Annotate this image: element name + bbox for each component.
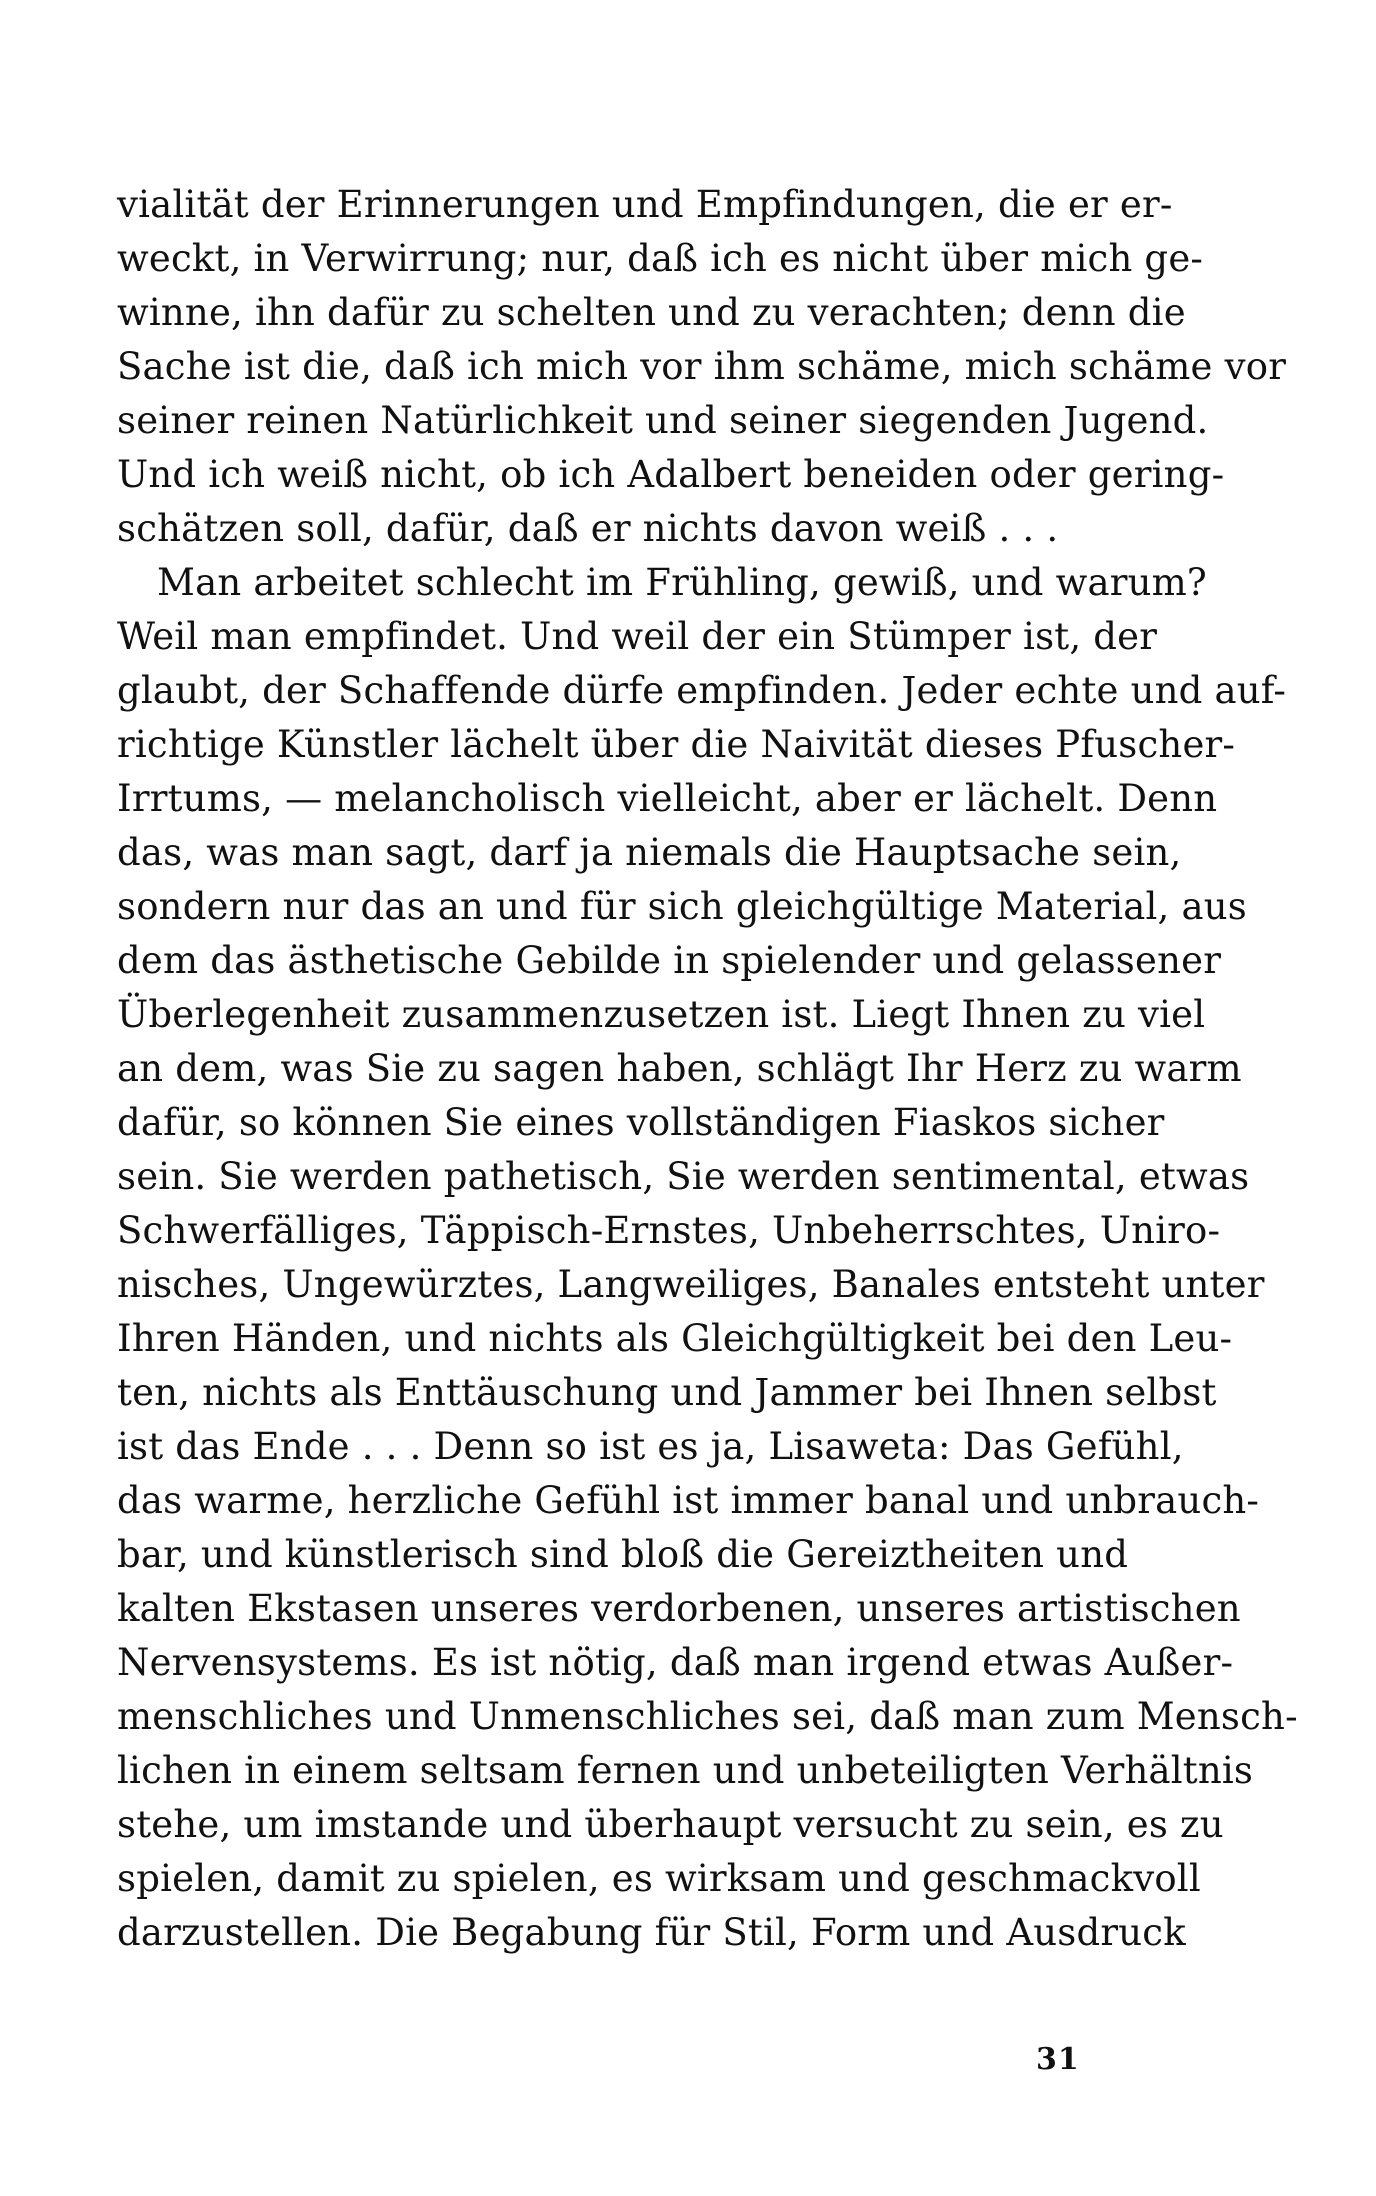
text-line: stehe, um imstande und überhaupt versucht zu sein, es zu [117,1803,1224,1846]
text-line: richtige Künstler lächelt über die Naivität dieses Pfuscher- [117,723,1236,766]
text-line: seiner reinen Natürlichkeit und seiner siegenden Jugend. [117,399,1209,442]
text-line: Sache ist die, daß ich mich vor ihm schäme, mich schäme vor [117,345,1287,388]
text-line: glaubt, der Schaffende dürfe empfinden. Jeder echte und auf- [117,669,1287,712]
text-line: schätzen soll, dafür, daß er nichts davon weiß . . . [117,507,1059,550]
text-line: das warme, herzliche Gefühl ist immer banal und unbrauch- [117,1479,1260,1522]
text-line: lichen in einem seltsam fernen und unbeteiligten Verhältnis [117,1749,1254,1792]
text-line: ten, nichts als Enttäuschung und Jammer bei Ihnen selbst [117,1371,1217,1414]
text-line: an dem, was Sie zu sagen haben, schlägt Ihr Herz zu warm [117,1047,1242,1090]
text-line: bar, und künstlerisch sind bloß die Gereiztheiten und [117,1533,1129,1576]
text-line: sein. Sie werden pathetisch, Sie werden sentimental, etwas [117,1155,1250,1198]
text-line: darzustellen. Die Begabung für Stil, Form und Ausdruck [117,1911,1186,1954]
text-line: weckt, in Verwirrung; nur, daß ich es nicht über mich ge- [117,237,1204,280]
body-text [117,178,1298,1960]
text-line: das, was man sagt, darf ja niemals die Hauptsache sein, [117,831,1182,874]
text-line: nisches, Ungewürztes, Langweiliges, Banales entsteht unter [117,1263,1265,1306]
text-line: spielen, damit zu spielen, es wirksam und geschmackvoll [117,1857,1201,1900]
text-line: Nervensystems. Es ist nötig, daß man irgend etwas Außer- [117,1641,1234,1684]
text-line: dem das ästhetische Gebilde in spielender und gelassener [117,939,1222,982]
text-line: Schwerfälliges, Täppisch-Ernstes, Unbeherrschtes, Uniro- [117,1209,1221,1252]
text-line: Ihren Händen, und nichts als Gleichgültigkeit bei den Leu- [117,1317,1233,1360]
text-line: Weil man empfindet. Und weil der ein Stümper ist, der [117,615,1158,658]
text-line: sondern nur das an und für sich gleichgültige Material, aus [117,885,1247,928]
text-line: Irrtums, — melancholisch vielleicht, aber er lächelt. Denn [117,777,1218,820]
text-line: kalten Ekstasen unseres verdorbenen, unseres artistischen [117,1587,1241,1630]
text-line: winne, ihn dafür zu schelten und zu verachten; denn die [117,291,1186,334]
text-line: Überlegenheit zusammenzusetzen ist. Liegt Ihnen zu viel [117,993,1206,1036]
text-line: Und ich weiß nicht, ob ich Adalbert beneiden oder gering- [117,453,1225,496]
page-number: 31 [1036,2042,1080,2077]
text-line: dafür, so können Sie eines vollständigen Fiaskos sicher [117,1101,1165,1144]
text-line: vialität der Erinnerungen und Empfindungen, die er er- [117,183,1173,226]
text-line: menschliches und Unmenschliches sei, daß man zum Mensch- [117,1695,1298,1738]
text-line: ist das Ende . . . Denn so ist es ja, Lisaweta: Das Gefühl, [117,1425,1184,1468]
text-line: Man arbeitet schlecht im Frühling, gewiß, und warum? [157,561,1207,604]
